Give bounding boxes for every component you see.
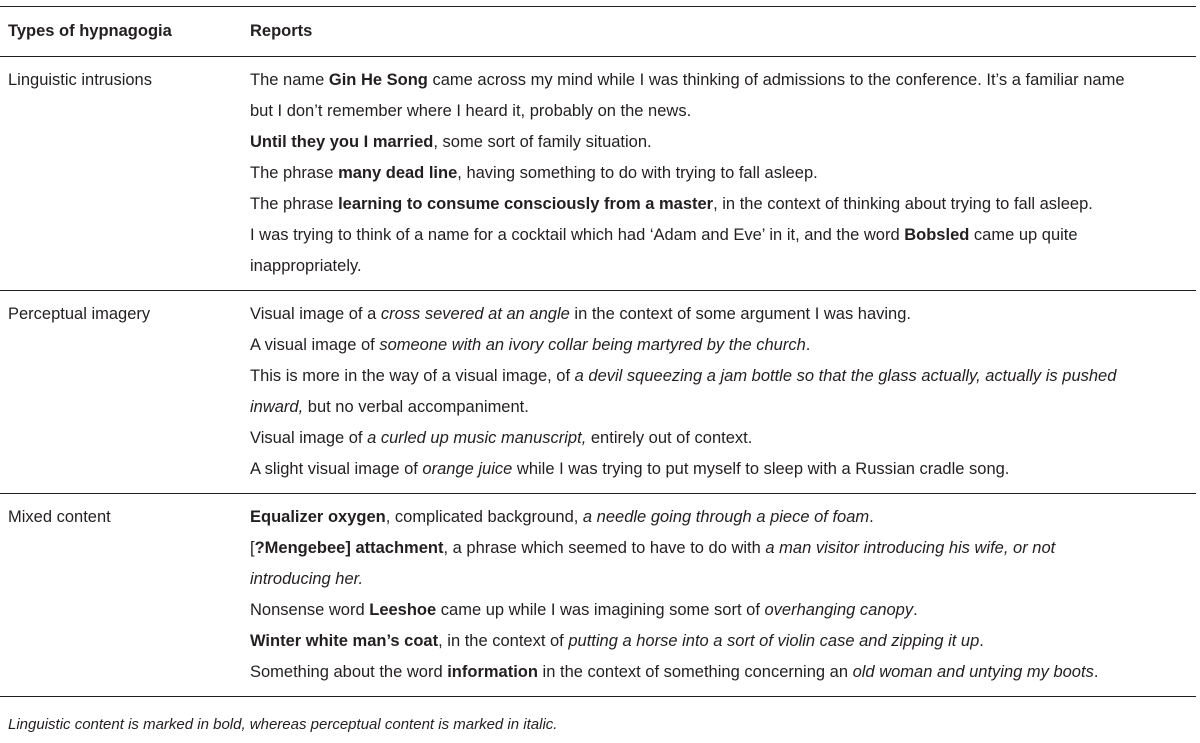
linguistic-text: Leeshoe <box>369 601 437 619</box>
report-text: Visual image of a <box>250 305 381 323</box>
perceptual-text: putting a horse into a sort of violin case and zipping it up <box>568 632 980 650</box>
perceptual-text: a man visitor introducing his wife, or not <box>765 539 1056 557</box>
report-text: The name <box>250 71 329 89</box>
report-line <box>250 251 1196 282</box>
linguistic-text: Gin He Song <box>328 71 428 89</box>
section-reports <box>250 65 1196 282</box>
report-text: came up quite <box>969 226 1078 244</box>
report-text: but I don’t remember where I heard it, probably on the news. <box>250 102 692 120</box>
section-reports <box>250 502 1196 688</box>
report-text: , complicated background, <box>385 508 583 526</box>
perceptual-text: overhanging canopy <box>764 601 914 619</box>
report-text: This is more in the way of a visual image, of <box>250 367 575 385</box>
header-reports: Reports <box>250 22 313 40</box>
report-text: . <box>805 336 811 354</box>
section-mixed-content <box>0 494 1196 696</box>
hypnagogia-table <box>0 6 1196 697</box>
table-bottom-rule <box>0 696 1196 697</box>
report-line <box>250 392 1196 423</box>
report-line <box>250 220 1196 251</box>
report-text: The phrase <box>250 195 339 213</box>
linguistic-text: learning to consume consciously from a master <box>338 195 714 213</box>
linguistic-text: information <box>447 663 538 681</box>
perceptual-text: someone with an ivory collar being martyred by the church <box>379 336 806 354</box>
perceptual-text: inward, <box>250 398 304 416</box>
perceptual-text: old woman and untying my boots <box>852 663 1094 681</box>
report-text: inappropriately. <box>250 257 362 275</box>
report-line <box>250 564 1196 595</box>
report-line <box>250 626 1196 657</box>
report-line <box>250 502 1196 533</box>
report-text: Visual image of <box>250 429 368 447</box>
table-header-row <box>0 7 1196 56</box>
report-text: Nonsense word <box>250 601 370 619</box>
report-line <box>250 96 1196 127</box>
report-text: in the context of something concerning an <box>537 663 853 681</box>
section-type-label: Mixed content <box>8 508 111 526</box>
report-text: The phrase <box>250 164 339 182</box>
report-text: . <box>913 601 918 619</box>
linguistic-text: Bobsled <box>904 226 970 244</box>
perceptual-text: a needle going through a piece of foam <box>582 508 870 526</box>
table-footnote: Linguistic content is marked in bold, whereas perceptual content is marked in italic. <box>8 716 558 733</box>
report-text: while I was trying to put myself to sleep with a Russian cradle song. <box>512 460 1010 478</box>
report-line <box>250 330 1196 361</box>
report-text: , some sort of family situation. <box>433 133 652 151</box>
report-line <box>250 65 1196 96</box>
report-text: . <box>869 508 874 526</box>
report-line <box>250 454 1196 485</box>
report-text: [ <box>250 539 255 557</box>
report-line <box>250 423 1196 454</box>
report-text: but no verbal accompaniment. <box>303 398 529 416</box>
section-type-label: Perceptual imagery <box>8 305 151 323</box>
section-type-label: Linguistic intrusions <box>8 71 152 89</box>
report-text: entirely out of context. <box>586 429 753 447</box>
report-line <box>250 189 1196 220</box>
linguistic-text: Winter white man’s coat <box>250 632 439 650</box>
perceptual-text: cross severed at an angle <box>380 305 570 323</box>
linguistic-text: Until they you I married <box>250 133 434 151</box>
perceptual-text: a curled up music manuscript, <box>367 429 587 447</box>
report-text: , in the context of thinking about trying to fall asleep. <box>713 195 1093 213</box>
linguistic-text: many dead line <box>338 164 458 182</box>
report-line <box>250 299 1196 330</box>
report-text: , having something to do with trying to fall asleep. <box>457 164 818 182</box>
report-line <box>250 595 1196 626</box>
report-text: Something about the word <box>250 663 448 681</box>
perceptual-text: introducing her. <box>250 570 364 588</box>
section-reports <box>250 299 1196 485</box>
report-text: came up while I was imagining some sort of <box>436 601 765 619</box>
linguistic-text: ?Mengebee] attachment <box>254 539 444 557</box>
report-text: , in the context of <box>438 632 569 650</box>
report-line <box>250 127 1196 158</box>
section-linguistic-intrusions <box>0 57 1196 290</box>
linguistic-text: Equalizer oxygen <box>250 508 386 526</box>
report-line <box>250 158 1196 189</box>
report-text: . <box>979 632 984 650</box>
report-text: . <box>1093 663 1099 681</box>
report-text: A visual image of <box>250 336 380 354</box>
report-text: A slight visual image of <box>250 460 423 478</box>
report-line <box>250 533 1196 564</box>
perceptual-text: a devil squeezing a jam bottle so that the glass actually, actually is pushed <box>574 367 1117 385</box>
report-text: I was trying to think of a name for a cocktail which had ‘Adam and Eve’ in it, and the word <box>250 226 905 244</box>
report-text: , a phrase which seemed to have to do with <box>443 539 766 557</box>
report-line <box>250 657 1196 688</box>
report-line <box>250 361 1196 392</box>
report-text: in the context of some argument I was having. <box>569 305 911 323</box>
header-types-of-hypnagogia: Types of hypnagogia <box>8 22 172 40</box>
perceptual-text: orange juice <box>422 460 513 478</box>
report-text: came across my mind while I was thinking of admissions to the conference. It’s a familiar name <box>427 71 1125 89</box>
section-perceptual-imagery <box>0 291 1196 493</box>
